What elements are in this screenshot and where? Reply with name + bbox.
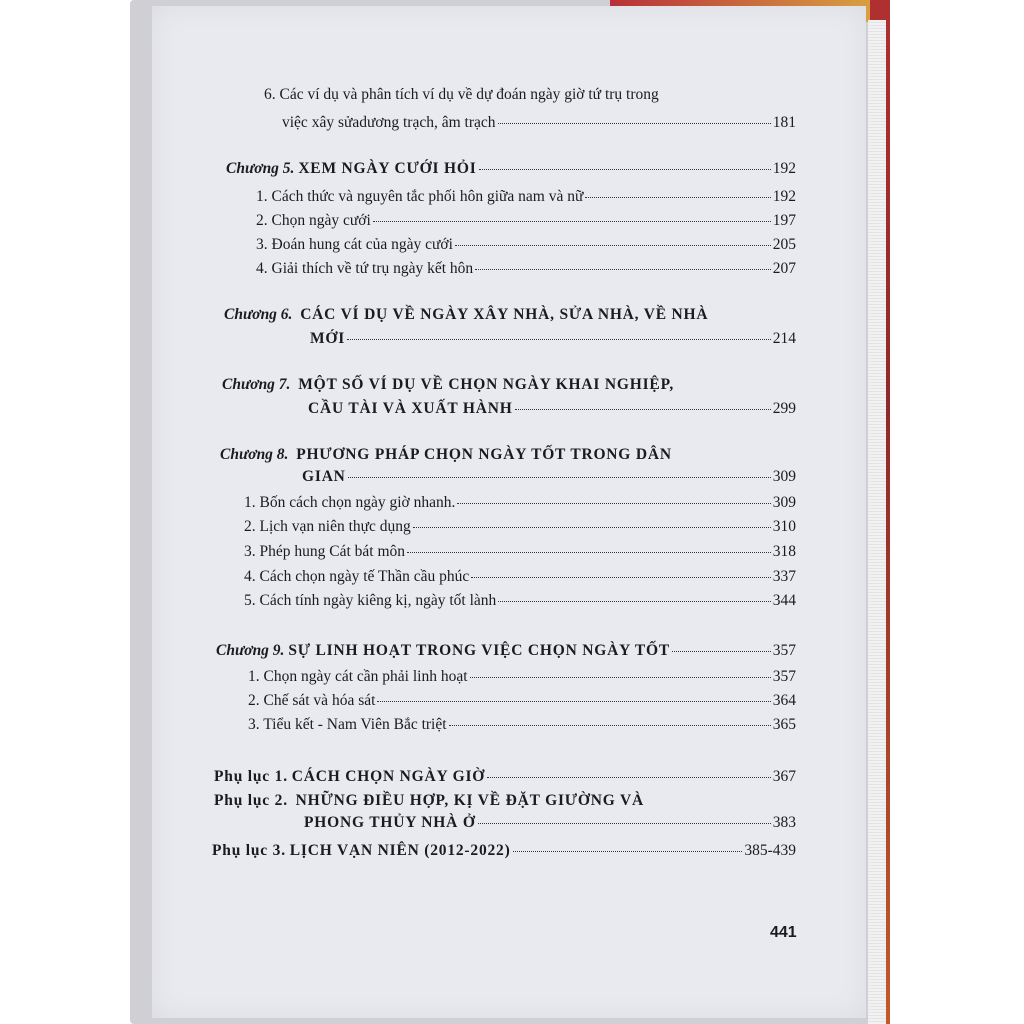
chapter-title-cont: GIAN bbox=[302, 468, 346, 485]
toc-entry bbox=[248, 716, 796, 734]
toc-entry-label: 1. Chọn ngày cát cần phải linh hoạt bbox=[248, 668, 468, 685]
toc-entry bbox=[244, 543, 796, 561]
leader-dots bbox=[498, 600, 770, 602]
toc-entry-label: việc xây sửadương trạch, âm trạch bbox=[282, 114, 496, 131]
toc-entry-label: 4. Cách chọn ngày tế Thần cầu phúc bbox=[244, 568, 470, 585]
chapter-prefix: Chương 7. bbox=[222, 376, 291, 393]
chapter-title: MỘT SỐ VÍ DỤ VỀ CHỌN NGÀY KHAI NGHIỆP, bbox=[298, 376, 675, 393]
appendix-title-cont: PHONG THỦY NHÀ Ở bbox=[304, 814, 476, 831]
toc-entry bbox=[248, 692, 796, 710]
leader-dots bbox=[515, 408, 771, 410]
toc-entry bbox=[244, 568, 796, 586]
toc-page-number: 205 bbox=[772, 236, 796, 253]
toc-entry-label: 2. Chọn ngày cưới bbox=[256, 212, 371, 229]
toc-chapter-7 bbox=[222, 376, 674, 394]
leader-dots bbox=[348, 476, 771, 478]
page-number: 441 bbox=[770, 924, 797, 941]
toc-page-number: 192 bbox=[772, 188, 796, 205]
toc-entry bbox=[256, 212, 796, 230]
toc-entry bbox=[302, 468, 796, 486]
chapter-prefix: Chương 9. bbox=[216, 642, 285, 659]
appendix-title: LỊCH VẠN NIÊN (2012-2022) bbox=[289, 842, 511, 859]
appendix-prefix: Phụ lục 3. bbox=[212, 842, 286, 859]
toc-entry bbox=[244, 518, 796, 536]
toc-appendix-3 bbox=[212, 842, 796, 860]
toc-page-number: 207 bbox=[772, 260, 796, 277]
toc-entry-label: 3. Phép hung Cát bát môn bbox=[244, 543, 406, 560]
toc-entry-label: 4. Giải thích về tứ trụ ngày kết hôn bbox=[256, 260, 474, 277]
page-edges bbox=[868, 20, 886, 1024]
appendix-title: NHỮNG ĐIỀU HỢP, KỊ VỀ ĐẶT GIƯỜNG VÀ bbox=[295, 792, 645, 809]
toc-page-number: 310 bbox=[772, 518, 796, 535]
toc-entry bbox=[248, 668, 796, 686]
toc-page-number: 181 bbox=[772, 114, 796, 131]
toc-page-number: 364 bbox=[772, 692, 796, 709]
toc-page-number: 309 bbox=[772, 468, 796, 485]
chapter-title-cont: MỚI bbox=[310, 330, 346, 347]
leader-dots bbox=[377, 700, 770, 702]
toc-entry-label: 3. Tiểu kết - Nam Viên Bắc triệt bbox=[248, 716, 447, 733]
toc-page-number: 344 bbox=[772, 592, 796, 609]
leader-dots bbox=[455, 244, 771, 246]
leader-dots bbox=[585, 196, 770, 198]
toc-entry-label: 1. Bốn cách chọn ngày giờ nhanh. bbox=[244, 494, 456, 511]
leader-dots bbox=[470, 676, 771, 678]
toc-chapter-6 bbox=[224, 306, 708, 324]
leader-dots bbox=[479, 168, 771, 170]
toc-page-number: 214 bbox=[772, 330, 796, 347]
appendix-prefix: Phụ lục 1. bbox=[214, 768, 288, 785]
toc-entry-label: 3. Đoán hung cát của ngày cưới bbox=[256, 236, 453, 253]
chapter-title: SỰ LINH HOẠT TRONG VIỆC CHỌN NGÀY TỐT bbox=[288, 642, 671, 659]
toc-page-number: 365 bbox=[772, 716, 796, 733]
chapter-title: CÁC VÍ DỤ VỀ NGÀY XÂY NHÀ, SỬA NHÀ, VỀ NHÀ bbox=[300, 306, 709, 323]
leader-dots bbox=[498, 122, 771, 124]
leader-dots bbox=[672, 650, 771, 652]
toc-entry bbox=[308, 400, 796, 418]
leader-dots bbox=[407, 551, 771, 553]
chapter-title: PHƯƠNG PHÁP CHỌN NGÀY TỐT TRONG DÂN bbox=[296, 446, 672, 463]
appendix-title: CÁCH CHỌN NGÀY GIỜ bbox=[291, 768, 486, 785]
toc-entry bbox=[304, 814, 796, 832]
leader-dots bbox=[457, 502, 770, 504]
toc-page-number: 337 bbox=[772, 568, 796, 585]
toc-chapter-9 bbox=[216, 642, 796, 660]
leader-dots bbox=[478, 822, 771, 824]
toc-appendix-2 bbox=[214, 792, 644, 810]
toc-chapter-5 bbox=[226, 160, 796, 178]
toc-page-number: 318 bbox=[772, 543, 796, 560]
leader-dots bbox=[413, 526, 771, 528]
leader-dots bbox=[475, 268, 771, 270]
toc-entry-label: 2. Lịch vạn niên thực dụng bbox=[244, 518, 411, 535]
toc-entry-label: 1. Cách thức và nguyên tắc phối hôn giữa nam và nữ bbox=[256, 188, 584, 205]
toc-page-number: 357 bbox=[772, 642, 796, 659]
toc-chapter-8 bbox=[220, 446, 672, 464]
chapter-title-cont: CẦU TÀI VÀ XUẤT HÀNH bbox=[308, 400, 513, 417]
leader-dots bbox=[373, 220, 771, 222]
toc-appendix-1 bbox=[214, 768, 796, 786]
leader-dots bbox=[513, 850, 743, 852]
toc-page-number: 309 bbox=[772, 494, 796, 511]
leader-dots bbox=[487, 776, 771, 778]
toc-page bbox=[152, 6, 866, 1018]
chapter-prefix: Chương 8. bbox=[220, 446, 289, 463]
toc-entry bbox=[256, 260, 796, 278]
chapter-title: XEM NGÀY CƯỚI HỎI bbox=[298, 160, 477, 177]
toc-entry bbox=[310, 330, 796, 348]
toc-entry bbox=[256, 236, 796, 254]
chapter-prefix: Chương 5. bbox=[226, 160, 295, 177]
chapter-prefix: Chương 6. bbox=[224, 306, 293, 323]
toc-entry-label: 2. Chế sát và hóa sát bbox=[248, 692, 376, 709]
toc-page-number: 385-439 bbox=[744, 842, 796, 859]
leader-dots bbox=[347, 338, 771, 340]
toc-page-number: 192 bbox=[772, 160, 796, 177]
toc-entry-label: 5. Cách tính ngày kiêng kị, ngày tốt lành bbox=[244, 592, 497, 609]
leader-dots bbox=[471, 576, 771, 578]
appendix-prefix: Phụ lục 2. bbox=[214, 792, 288, 809]
leader-dots bbox=[449, 724, 771, 726]
toc-entry bbox=[282, 114, 796, 132]
background-surface bbox=[0, 0, 140, 1024]
toc-page-number: 357 bbox=[772, 668, 796, 685]
toc-page-number: 383 bbox=[772, 814, 796, 831]
toc-page-number: 299 bbox=[772, 400, 796, 417]
toc-entry bbox=[244, 494, 796, 512]
toc-page-number: 367 bbox=[772, 768, 796, 785]
toc-page-number: 197 bbox=[772, 212, 796, 229]
toc-entry bbox=[244, 592, 796, 610]
toc-entry-line: 6. Các ví dụ và phân tích ví dụ về dự đoán ngày giờ tứ trụ trong bbox=[264, 86, 659, 103]
toc-entry bbox=[256, 188, 796, 206]
